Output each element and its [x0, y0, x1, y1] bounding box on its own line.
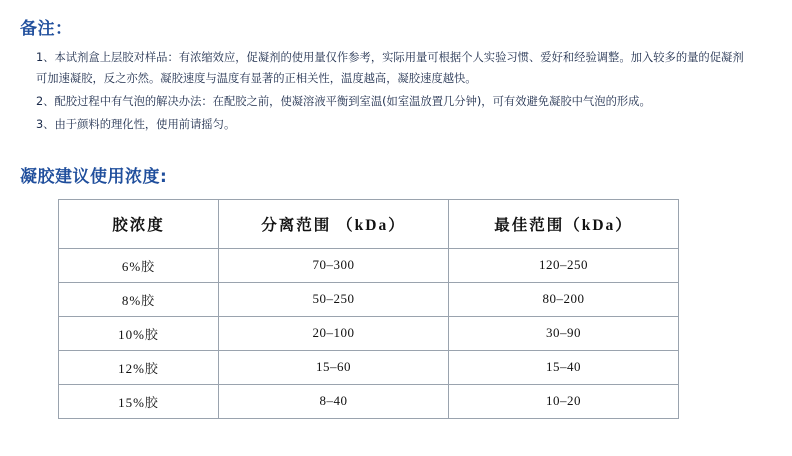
note-item: [18, 115, 752, 136]
cell-separation-range: 8–40: [219, 384, 449, 418]
column-header-concentration: 胶浓度: [59, 199, 219, 248]
table-row: [59, 282, 679, 316]
cell-concentration: 8%胶: [59, 282, 219, 316]
cell-optimal-range: 120–250: [449, 248, 679, 282]
table-row: [59, 384, 679, 418]
cell-concentration: 6%胶: [59, 248, 219, 282]
note-item: [18, 92, 752, 113]
notes-heading: 备注：: [20, 19, 73, 39]
note-number: 3、: [36, 117, 55, 131]
cell-separation-range: 20–100: [219, 316, 449, 350]
cell-optimal-range: 10–20: [449, 384, 679, 418]
cell-concentration: 10%胶: [59, 316, 219, 350]
cell-concentration: 15%胶: [59, 384, 219, 418]
note-text: 配胶过程中有气泡的解决办法：在配胶之前，使凝溶液平衡到室温(如室温放置几分钟)，可有效避免凝胶中气泡的形成。: [54, 94, 651, 108]
column-header-optimal-range: 最佳范围（kDa）: [449, 199, 679, 248]
note-text: 本试剂盒上层胶对样品：有浓缩效应，促凝剂的使用量仅作参考，实际用量可根据个人实验习惯、爱好和经验调整。加入较多的量的促凝剂可加速凝胶，反之亦然。凝胶速度与温度有显著的正相关性，温度越高，凝胶速度越快。: [36, 51, 744, 85]
table-header-row: [59, 199, 679, 248]
note-number: 2、: [36, 94, 55, 108]
notes-list: [18, 48, 752, 136]
cell-separation-range: 70–300: [219, 248, 449, 282]
cell-optimal-range: 30–90: [449, 316, 679, 350]
note-text: 由于颜料的理化性，使用前请摇匀。: [54, 117, 236, 131]
gel-concentration-table: [58, 199, 679, 419]
gel-concentration-heading: 凝胶建议使用浓度:: [20, 166, 168, 187]
table-row: [59, 316, 679, 350]
note-item: [18, 48, 752, 90]
table-row: [59, 350, 679, 384]
column-header-separation-range: 分离范围 （kDa）: [219, 199, 449, 248]
cell-concentration: 12%胶: [59, 350, 219, 384]
cell-optimal-range: 80–200: [449, 282, 679, 316]
cell-separation-range: 50–250: [219, 282, 449, 316]
cell-optimal-range: 15–40: [449, 350, 679, 384]
table-row: [59, 248, 679, 282]
gel-table-container: [58, 199, 678, 419]
note-number: 1、: [36, 51, 55, 64]
cell-separation-range: 15–60: [219, 350, 449, 384]
